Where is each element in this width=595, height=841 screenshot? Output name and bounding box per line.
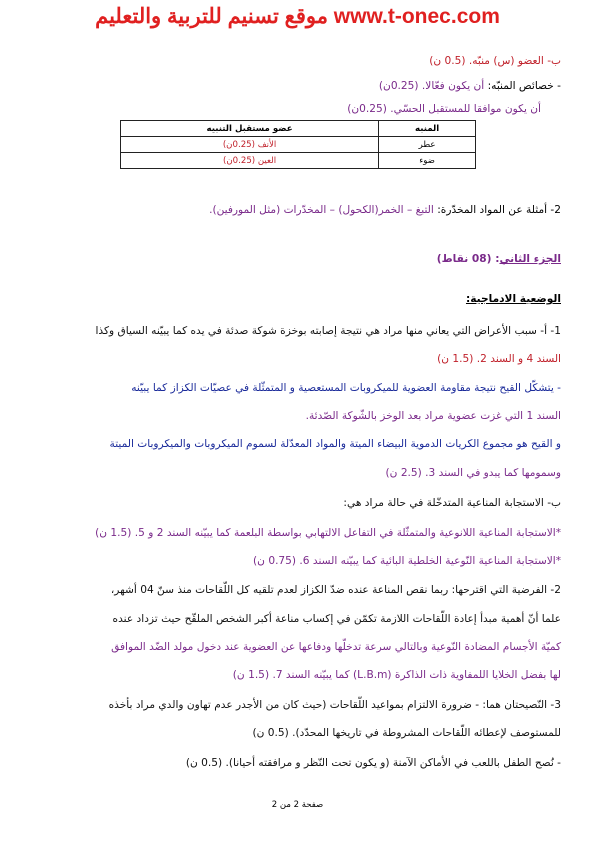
- table-row: [121, 137, 476, 153]
- paragraph-line: 2- الفرضية التي اقترحها: ربما نقص المناعة عنده ضدّ الكزاز لعدم تلقيه كل اللّقاحات منذ سنّ 04 أشهر،: [110, 584, 561, 596]
- paragraph-line: ب- الاستجابة المناعية المتدخّلة في حالة مراد هي:: [343, 497, 561, 509]
- paragraph-line: *الاستجابة المناعية النّوعية الخلطية البائية كما يبيّنه السند 6. (0.75 ن): [253, 555, 561, 567]
- member-line: ب- العضو (س) منبّه. (0.5 ن): [429, 55, 561, 67]
- page-number: صفحة 2 من 2: [271, 800, 324, 810]
- drugs-value: التبغ – الخمر(الكحول) – المخدّرات (مثل المورفين).: [209, 204, 434, 216]
- paragraph-line: لها بفضل الخلايا اللمفاوية ذات الذاكرة (L.B.m) كما يبيّنه السند 7. (1.5 ن): [232, 669, 561, 681]
- drugs-examples-line: [30, 203, 561, 217]
- paragraph-line: وسمومها كما يبدو في السند 3. (2.5 ن): [385, 467, 561, 479]
- paragraph-line: علما أنّ أهمية مبدأ إعادة اللّقاحات اللازمة تكمّن في إكساب مناعة أكبر الشخص الملقّح حيث تزداد عنده: [112, 613, 561, 625]
- paragraph-line: للمستوصف لإعطائه اللّقاحات المشروطة في تاريخها المحدّد). (0.5 ن): [252, 727, 561, 739]
- table-cell: ضوء: [379, 153, 476, 169]
- stimulus-properties-line: [30, 79, 561, 93]
- drugs-label: 2- أمثلة عن المواد المخدّرة:: [433, 204, 561, 216]
- properties-label: - خصائص المنبّه:: [484, 80, 561, 92]
- table-header-stimulus: المنبه: [379, 121, 476, 137]
- paragraph-line: 1- أ- سبب الأعراض التي يعاني منها مراد هي نتيجة إصابته بوخزة شوكة صدئة في يده كما يبيّنه السياق وكذا: [95, 325, 561, 337]
- properties-value: أن يكون فعّالا. (0.25ن): [378, 80, 485, 92]
- site-header: موقع تسنيم للتربية والتعليم www.t-onec.com: [95, 5, 500, 28]
- paragraph-line: 3- النّصيحتان هما: - ضرورة الالتزام بمواعيد اللّقاحات (حيث كان من الأجدر عدم تهاون والدي مراد بأخذه: [108, 699, 561, 711]
- table-header-receptor: عضو مستقبل التنبيه: [121, 121, 379, 137]
- table-row: [121, 153, 476, 169]
- paragraph-line: كميّة الأجسام المضادة النّوعية وبالتالي سرعة تدخلّها ودفاعها عن العضوية عند دخول مولد الضّد الموافق: [111, 641, 561, 653]
- paragraph-line: السند 4 و السند 2. (1.5 ن): [437, 353, 561, 365]
- part-two-heading: [30, 252, 561, 266]
- paragraph-line: *الاستجابة المناعية اللانوعية والمتمثّلة في التفاعل الالتهابي بواسطة البلعمة كما يبيّنه السند 2 و 5. (1.5 ن): [95, 527, 561, 539]
- paragraph-line: و القيح هو مجموع الكريات الدموية البيضاء الميتة والمواد المعدّلة لسموم الميكروبات والميكروبات الميتة: [109, 438, 561, 450]
- table-cell: عطر: [379, 137, 476, 153]
- paragraph-line: السند 1 التي غزت عضوية مراد بعد الوخز بالشّوكة الصّدئة.: [305, 410, 561, 422]
- integration-situation-heading: الوضعية الادماجية:: [465, 293, 561, 305]
- part-two-label: الجزء الثاني: [499, 253, 561, 265]
- part-two-score: : (08 نقاط): [436, 253, 500, 265]
- stimulus-table: [120, 120, 476, 169]
- paragraph-line: - نُصح الطفل باللعب في الأماكن الآمنة (و يكون تحت النّظر و مرافقته أحيانا). (0.5 ن): [185, 757, 561, 769]
- table-cell: العين (0.25ن): [121, 153, 379, 169]
- paragraph-line: - يتشكّل القيح نتيجة مقاومة العضوية للميكروبات المستعصية و المتمثّلة في عصيّات الكزاز كما يبيّنه: [131, 382, 561, 394]
- properties-line-2: أن يكون موافقا للمستقبل الحسّي. (0.25ن): [347, 103, 541, 115]
- table-cell: الأنف (0.25ن): [121, 137, 379, 153]
- table-header-row: [121, 121, 476, 137]
